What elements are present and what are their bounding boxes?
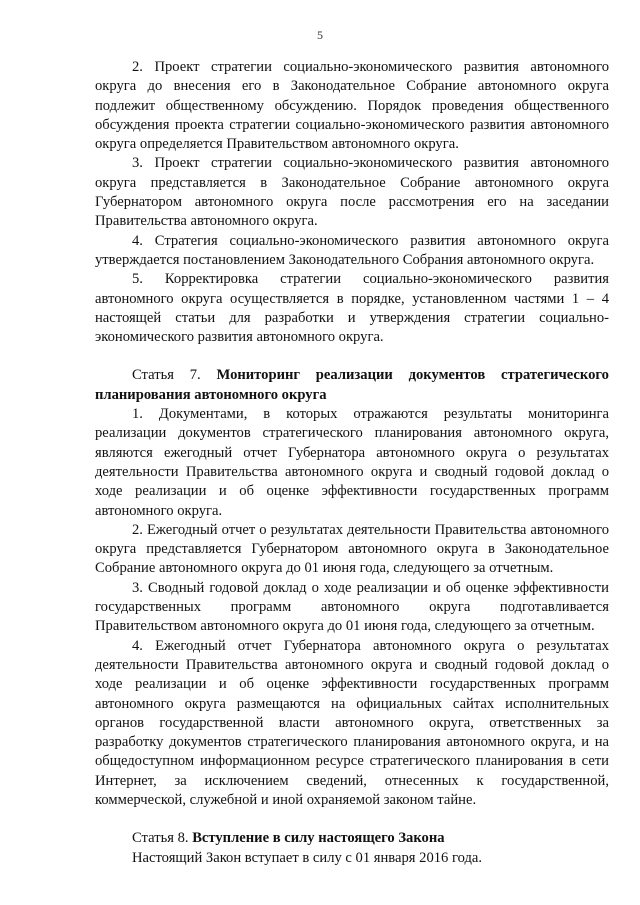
article7-part4: 4. Ежегодный отчет Губернатора автономного округа о результатах деятельности Правительства автономного округа и сводный годовой доклад о ходе реализации и об оценке эффективности государственных программ автономного округа размещаются на официальных сайтах исполнительных органов государственной власти автономного округа, ответственных за разработку документов стратегического планирования автономного округа, и на общедоступном информационном ресурсе стратегического планирования в сети Интернет, за исключением сведений, отнесенных к государственной, коммерческой, служебной и иной охраняемой законом тайне. — [95, 637, 609, 808]
section-gap — [95, 810, 609, 829]
article8-text: Настоящий Закон вступает в силу с 01 января 2016 года. — [132, 849, 483, 866]
section-gap — [95, 347, 609, 366]
article6-part5: 5. Корректировка стратегии социально-экономического развития автономного округа осуществляется в порядке, установленном частями 1 – 4 настоящей статьи для разработки и утверждения стратегии социально-экономического развития автономного округа. — [95, 271, 609, 346]
article7-heading — [95, 366, 609, 405]
article8-heading — [95, 829, 609, 848]
article6-part2: 2. Проект стратегии социально-экономического развития автономного округа до внесения его в Законодательное Собрание автономного округа подлежит общественному обсуждению. Порядок проведения общественного обсуждения проекта стратегии социально-экономического развития автономного округа определяется Правительством автономного округа. — [95, 59, 609, 153]
article8-title: Вступление в силу настоящего Закона — [192, 830, 445, 847]
document-body — [95, 58, 609, 868]
article7-prefix: Статья 7. — [132, 367, 201, 384]
page-number: 5 — [317, 28, 323, 42]
article6-part4: 4. Стратегия социально-экономического развития автономного округа утверждается постановлением Законодательного Собрания автономного округа. — [95, 232, 609, 268]
article7-part2: 2. Ежегодный отчет о результатах деятельности Правительства автономного округа представляется Губернатором автономного округа в Законодательное Собрание автономного округа до 01 июня года, следующего за отчетным. — [95, 521, 609, 577]
article6-part3: 3. Проект стратегии социально-экономического развития автономного округа представляется в Законодательное Собрание автономного округа Губернатором автономного округа после рассмотрения его на заседании Правительства автономного округа. — [95, 155, 609, 230]
article7-title: Мониторинг реализации документов стратегического планирования автономного округа — [95, 367, 609, 403]
article8-prefix: Статья 8. — [132, 830, 189, 847]
article7-part1: 1. Документами, в которых отражаются результаты мониторинга реализации документов стратегического планирования автономного округа, являются ежегодный отчет Губернатора автономного округа о результатах деятельности Правительства автономного округа и сводный годовой доклад о ходе реализации и об оценке эффективности государственных программ автономного округа. — [95, 406, 609, 519]
article7-part3: 3. Сводный годовой доклад о ходе реализации и об оценке эффективности государственных программ автономного округа подготавливается Правительством автономного округа до 01 июня года, следующего за отчетным. — [95, 579, 609, 635]
